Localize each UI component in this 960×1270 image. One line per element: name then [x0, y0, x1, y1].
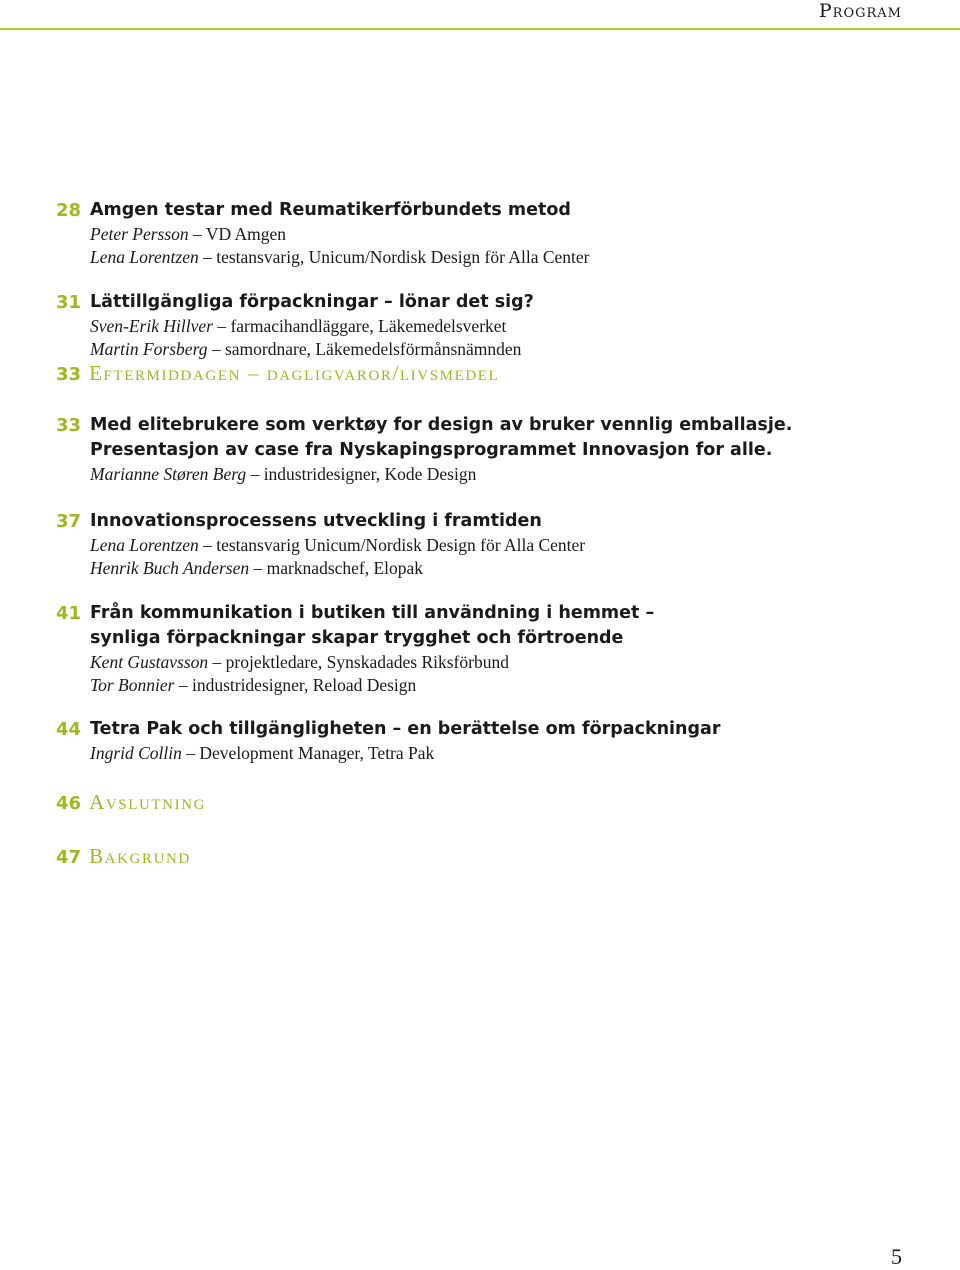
speaker-line	[90, 742, 434, 765]
speaker-line	[90, 223, 286, 246]
speaker-line	[90, 557, 423, 580]
section-heading	[56, 789, 206, 817]
speaker-name: Marianne Støren Berg	[90, 464, 247, 484]
speaker-role: farmacihandläggare, Läkemedelsverket	[230, 316, 507, 336]
session-page-number: 41	[56, 603, 82, 624]
speaker-name: Peter Persson	[90, 224, 189, 244]
speaker-line	[90, 674, 416, 697]
speaker-separator: –	[198, 247, 217, 267]
page-number: 5	[891, 1244, 902, 1269]
section-number: 47	[56, 847, 82, 868]
session-title: Lättillgängliga förpackningar – lönar det sig?	[90, 292, 534, 312]
speaker-role: industridesigner, Reload Design	[191, 675, 417, 695]
speaker-separator: –	[207, 339, 225, 359]
section-title: Avslutning	[89, 790, 207, 814]
section-heading	[56, 843, 191, 871]
speaker-separator: –	[174, 675, 192, 695]
speaker-line	[90, 315, 506, 338]
speaker-name: Martin Forsberg	[90, 339, 208, 359]
speaker-role: testansvarig Unicum/Nordisk Design för Alla Center	[216, 535, 586, 555]
section-title: Eftermiddagen – dagligvaror/livsmedel	[89, 361, 500, 385]
speaker-name: Kent Gustavsson	[90, 652, 209, 672]
section-title: Bakgrund	[89, 844, 191, 868]
session-title: Presentasjon av case fra Nyskapingsprogrammet Innovasjon for alle.	[90, 440, 773, 460]
running-header-title: Program	[818, 0, 902, 22]
speaker-separator: –	[198, 535, 217, 555]
speaker-name: Lena Lorentzen	[90, 247, 199, 267]
session-title: Innovationsprocessens utveckling i framtiden	[90, 511, 542, 531]
speaker-name: Lena Lorentzen	[90, 535, 199, 555]
speaker-separator: –	[246, 464, 264, 484]
session-page-number: 44	[56, 719, 82, 740]
session-page-number: 37	[56, 511, 82, 532]
section-number: 33	[56, 364, 82, 385]
speaker-separator: –	[212, 316, 231, 336]
speaker-name: Sven-Erik Hillver	[90, 316, 213, 336]
section-heading	[56, 360, 499, 388]
speaker-role: VD Amgen	[205, 224, 287, 244]
session-title: Från kommunikation i butiken till användning i hemmet –	[90, 603, 655, 623]
speaker-line	[90, 338, 521, 361]
speaker-role: industridesigner, Kode Design	[263, 464, 477, 484]
speaker-role: samordnare, Läkemedelsförmånsnämnden	[224, 339, 522, 359]
session-page-number: 33	[56, 415, 82, 436]
session-page-number: 31	[56, 292, 82, 313]
session-title: Amgen testar med Reumatikerförbundets metod	[90, 200, 571, 220]
speaker-role: Development Manager, Tetra Pak	[199, 743, 435, 763]
speaker-name: Henrik Buch Andersen	[90, 558, 250, 578]
session-title: synliga förpackningar skapar trygghet och förtroende	[90, 628, 624, 648]
speaker-separator: –	[208, 652, 226, 672]
speaker-role: marknadschef, Elopak	[266, 558, 424, 578]
speaker-separator: –	[249, 558, 267, 578]
speaker-line	[90, 463, 476, 486]
speaker-name: Ingrid Collin	[90, 743, 182, 763]
session-title: Tetra Pak och tillgängligheten – en berättelse om förpackningar	[90, 719, 721, 739]
session-title: Med elitebrukere som verktøy for design av bruker vennlig emballasje.	[90, 415, 793, 435]
speaker-name: Tor Bonnier	[90, 675, 175, 695]
session-page-number: 28	[56, 200, 82, 221]
speaker-separator: –	[188, 224, 206, 244]
speaker-line	[90, 246, 590, 269]
speaker-role: testansvarig, Unicum/Nordisk Design för Alla Center	[216, 247, 590, 267]
speaker-separator: –	[181, 743, 200, 763]
speaker-line	[90, 534, 585, 557]
speaker-line	[90, 651, 509, 674]
section-number: 46	[56, 793, 82, 814]
speaker-role: projektledare, Synskadades Riksförbund	[225, 652, 509, 672]
